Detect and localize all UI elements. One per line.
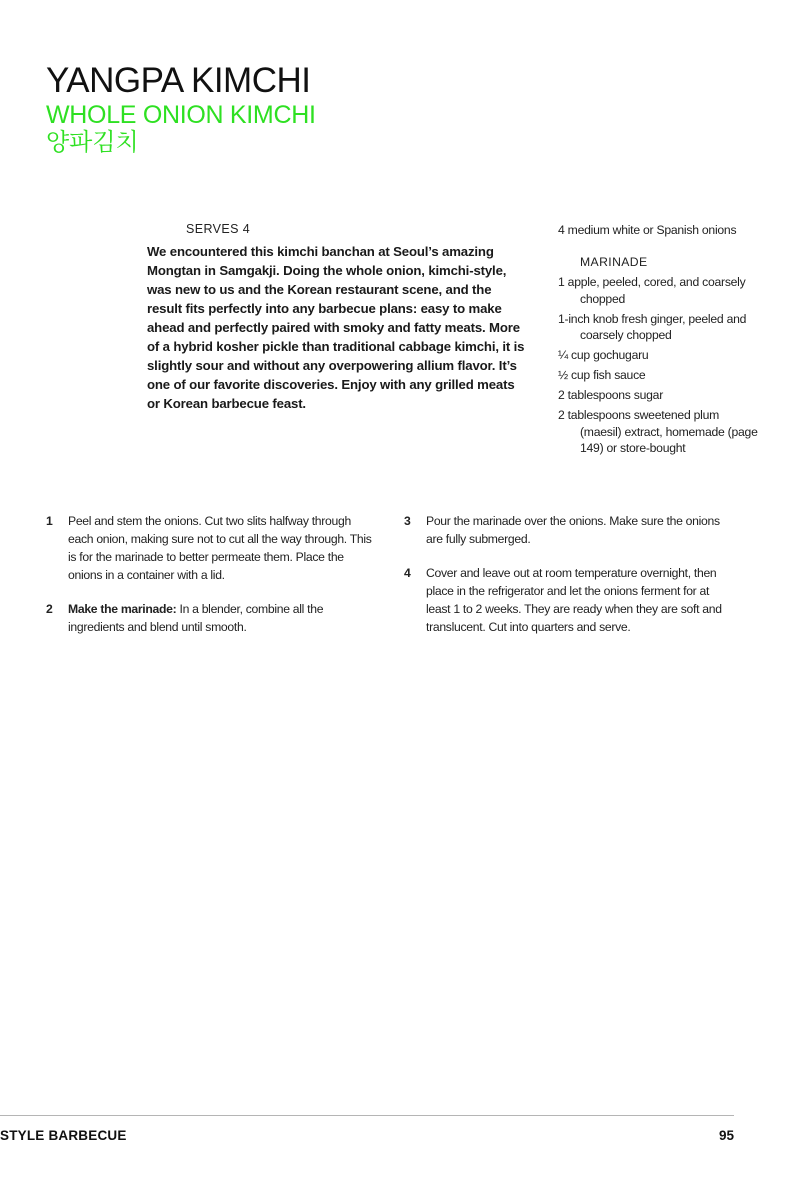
ingredient-item: 1 apple, peeled, cored, and coarsely chopped bbox=[558, 275, 746, 306]
step-number: 1 bbox=[46, 514, 53, 528]
step-body: In a blender, combine all the ingredients and blend until smooth. bbox=[68, 602, 324, 634]
step-body: Pour the marinade over the onions. Make sure the onions are fully submerged. bbox=[426, 514, 720, 546]
ingredient-item: ½ cup fish sauce bbox=[558, 368, 646, 382]
ingredient-item: 1-inch knob fresh ginger, peeled and coarsely chopped bbox=[558, 311, 747, 342]
ingredient-item: 2 tablespoons sugar bbox=[558, 388, 664, 402]
footer-section-title: STYLE BARBECUE bbox=[0, 1128, 127, 1143]
recipe-korean-title: 양파김치 bbox=[46, 128, 139, 156]
recipe-title-block bbox=[46, 62, 316, 156]
ingredient-list-marinade bbox=[558, 274, 758, 457]
step-number: 2 bbox=[46, 602, 53, 616]
steps-column-right bbox=[404, 512, 734, 652]
ingredient-item: 4 medium white or Spanish onions bbox=[558, 223, 737, 237]
step-number: 4 bbox=[404, 566, 411, 580]
footer-divider bbox=[0, 1115, 734, 1116]
recipe-subtitle: WHOLE ONION KIMCHI bbox=[46, 101, 316, 129]
step-lead: Make the marinade: bbox=[68, 602, 177, 616]
ingredient-item: 2 tablespoons sweetened plum (maesil) extract, homemade (page 149) or store-bought bbox=[558, 408, 758, 455]
step-body: Peel and stem the onions. Cut two slits halfway through each onion, making sure not to cut all the way through. This is for the marinade to better permeate them. Place the onions in a container with a lid. bbox=[68, 514, 372, 582]
ingredient-list-main bbox=[558, 222, 758, 239]
step-body: Cover and leave out at room temperature overnight, then place in the refrigerator and let the onions ferment for at least 1 to 2 weeks. They are ready when they are soft and translucent. Cut into quarters and serve. bbox=[426, 566, 722, 634]
recipe-intro: We encountered this kimchi banchan at Seoul’s amazing Mongtan in Samgakji. Doing the whole onion, kimchi-style, was new to us and the Korean restaurant scene, and the result fits perfectly into any barbecue plans: easy to make ahead and perfectly paired with smoky and fatty meats. More of a hybrid kosher pickle than traditional cabbage kimchi, it is slightly sour and without any overpowering allium flavor. It’s one of our favorite discoveries. Enjoy with any grilled meats or Korean barbecue feast. bbox=[147, 244, 525, 411]
step-text bbox=[68, 600, 376, 636]
page-number: 95 bbox=[718, 1128, 734, 1143]
ingredient-item: ¼ cup gochugaru bbox=[558, 348, 649, 362]
step-number: 3 bbox=[404, 514, 411, 528]
step-1 bbox=[46, 512, 376, 584]
recipe-title: YANGPA KIMCHI bbox=[46, 61, 311, 100]
steps-column-left bbox=[46, 512, 376, 652]
serves-label: SERVES 4 bbox=[186, 222, 251, 236]
step-text bbox=[426, 512, 734, 548]
ingredients-panel bbox=[558, 222, 758, 460]
step-3 bbox=[404, 512, 734, 548]
step-text bbox=[68, 512, 376, 584]
step-text bbox=[426, 564, 734, 636]
step-2 bbox=[46, 600, 376, 636]
step-4 bbox=[404, 564, 734, 636]
marinade-heading: MARINADE bbox=[580, 254, 648, 269]
